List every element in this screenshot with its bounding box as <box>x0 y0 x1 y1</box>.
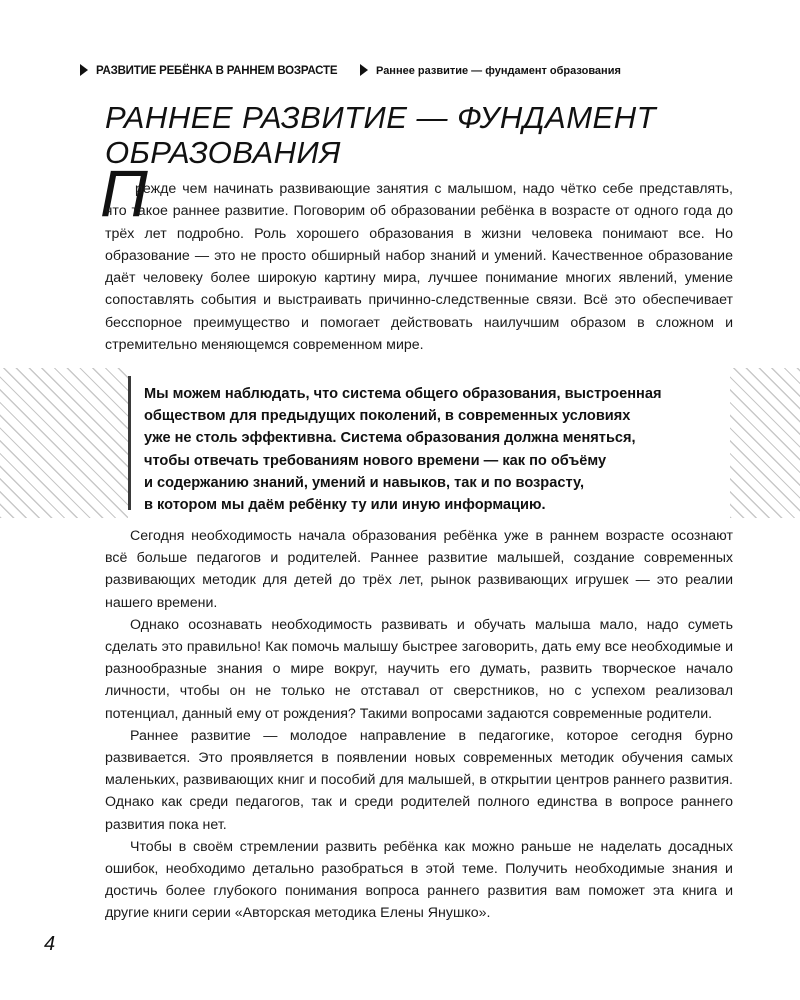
pull-quote-text <box>144 383 730 516</box>
body-paragraph: Раннее развитие — молодое направление в педагогике, которое сегодня бурно развивается. Это проявляется в появлении новых современных методик обучения самых маленьких, развивающих книг и пособий для малышей, в открытии центров раннего развития. Однако как среди педагогов, так и среди родителей полного единства в вопросе раннего развития пока нет. <box>105 727 733 833</box>
header-chapter <box>360 64 621 77</box>
intro-paragraph <box>105 178 733 356</box>
quote-line: и содержанию знаний, умений и навыков, так и по возрасту, <box>144 474 585 491</box>
pull-quote <box>128 376 730 514</box>
header-chapter-label: Раннее развитие — фундамент образования <box>376 65 621 77</box>
body-paragraph: Чтобы в своём стремлении развить ребёнка как можно раньше не наделать досадных ошибок, необходимо детально разобраться в этой теме. Получить необходимые знания и достичь более глубокого понимания вопроса раннего развития вам поможет эта книга и другие книги серии «Авторская методика Елены Янушко». <box>105 838 733 922</box>
quote-line: чтобы отвечать требованиям нового времени — как по объёму <box>144 452 607 469</box>
quote-line: в котором мы даём ребёнку ту или иную информацию. <box>144 497 546 514</box>
quote-line: Мы можем наблюдать, что система общего образования, выстроенная <box>144 386 662 402</box>
title-line-1: РАННЕЕ РАЗВИТИЕ — ФУНДАМЕНТ <box>105 100 657 135</box>
triangle-bullet-icon <box>360 64 368 76</box>
intro-text: режде чем начинать развивающие занятия с малышом, надо чётко себе представлять, что такое раннее развитие. Поговорим об образовании ребёнка в возрасте от одного года до трёх лет подробно. Роль хорошего образования в жизни человека понимают все. Но образование — это не просто обширный набор знаний и умений. Качественное образование даёт человеку более широкую картину мира, лучшее понимание многих явлений, умение сопоставлять события и выстраивать причинно-следственные связи. Всё это обеспечивает бесспорное преимущество и помогает действовать наилучшим образом в сложном и стремительно меняющемся современном мире. <box>105 181 733 354</box>
body-paragraph: Однако осознавать необходимость развивать и обучать малыша мало, надо суметь сделать это правильно! Как помочь малышу быстрее заговорить, дать ему все необходимые и разнообразные знания о мире вокруг, научить его думать, развить творческое начало личности, чтобы он не только не отставал от сверстников, но с успехом реализовал потенциал, данный ему от рождения? Такими вопросами задаются современные родители. <box>105 616 733 722</box>
quote-line: обществом для предыдущих поколений, в современных условиях <box>144 408 631 425</box>
page-number: 4 <box>44 933 56 955</box>
triangle-bullet-icon <box>80 64 88 76</box>
title-line-2: ОБРАЗОВАНИЯ <box>105 135 341 170</box>
body-text <box>105 525 733 925</box>
header-section-label: РАЗВИТИЕ РЕБЁНКА В РАННЕМ ВОЗРАСТЕ <box>96 65 338 77</box>
running-header <box>80 60 740 82</box>
hatch-decoration-right <box>730 368 800 518</box>
quote-line: уже не столь эффективна. Система образования должна меняться, <box>144 430 636 447</box>
body-paragraph: Сегодня необходимость начала образования ребёнка уже в раннем возрасте осознают всё больше педагогов и родителей. Раннее развитие малышей, создание современных развивающих методик для детей до трёх лет, рынок развивающих игрушек — это реалии нашего времени. <box>105 528 733 611</box>
header-section <box>80 64 337 77</box>
quote-band <box>0 368 800 518</box>
hatch-decoration-left <box>0 368 128 518</box>
page-title <box>105 100 745 170</box>
drop-cap: П <box>100 156 148 230</box>
